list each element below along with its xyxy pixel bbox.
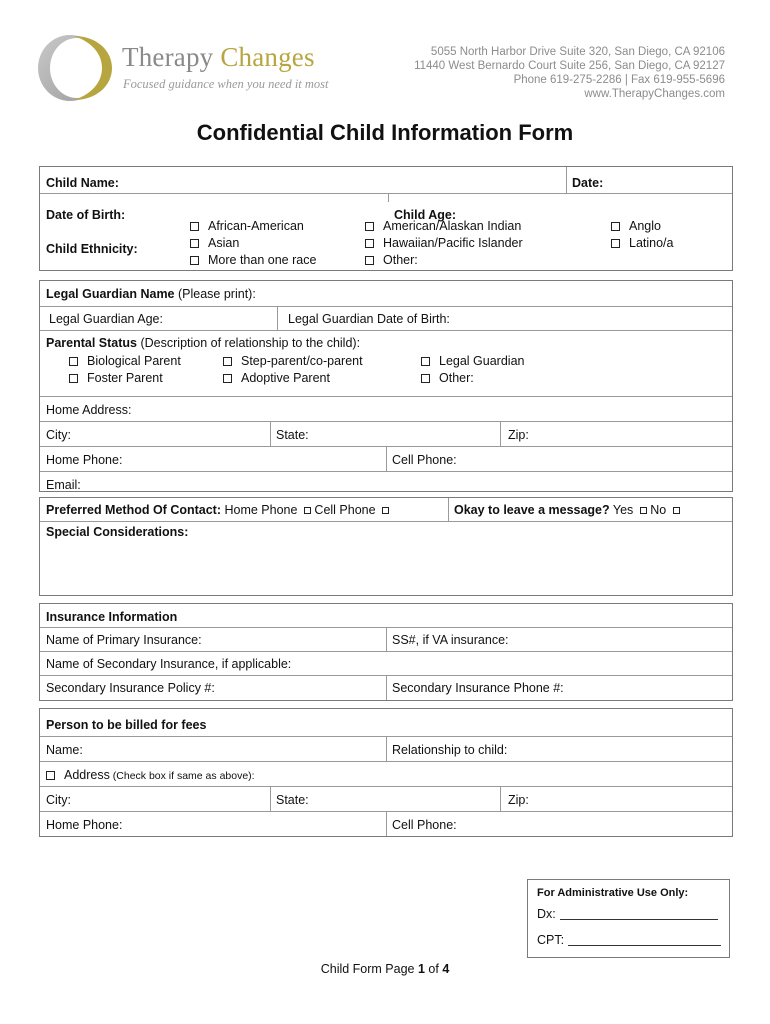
billing-zip-field[interactable]: Zip: <box>508 793 529 807</box>
checkbox-icon[interactable] <box>365 239 374 248</box>
billing-city-row <box>40 787 732 812</box>
checkbox-icon[interactable] <box>611 222 620 231</box>
ethnicity-option[interactable]: More than one race <box>190 253 316 267</box>
address-line: 5055 North Harbor Drive Suite 320, San Diego, CA 92106 <box>430 46 725 58</box>
zip-field[interactable]: Zip: <box>508 428 529 442</box>
parental-option[interactable]: Foster Parent <box>69 371 163 385</box>
cpt-field[interactable]: CPT: <box>537 933 720 947</box>
secondary-policy-row <box>40 676 732 700</box>
insurance-title-row <box>40 604 732 628</box>
special-considerations-area[interactable] <box>40 522 732 595</box>
website-line[interactable]: www.TherapyChanges.com <box>584 88 725 100</box>
checkbox-icon[interactable] <box>223 374 232 383</box>
guardian-dob-field[interactable]: Legal Guardian Date of Birth: <box>288 312 450 326</box>
clinic-address-block <box>414 45 725 101</box>
billing-cell-phone-field[interactable]: Cell Phone: <box>392 818 457 832</box>
checkbox-icon[interactable] <box>69 357 78 366</box>
child-age-field[interactable]: Child Age: <box>394 208 457 222</box>
child-ethnicity-label: Child Ethnicity: <box>46 242 138 256</box>
billing-name-field[interactable]: Name: <box>46 743 83 757</box>
guardian-age-row <box>40 307 732 331</box>
dx-field[interactable]: Dx: <box>537 907 720 921</box>
phone-fax-line: Phone 619-275-2286 | Fax 619-955-5696 <box>513 74 725 86</box>
billing-title-row <box>40 709 732 737</box>
parental-status-row <box>40 331 732 397</box>
email-row <box>40 472 732 491</box>
billing-section <box>39 708 733 837</box>
checkbox-icon[interactable] <box>673 507 680 514</box>
billing-address-field[interactable]: Address (Check box if same as above): <box>40 762 261 786</box>
secondary-insurance-field[interactable]: Name of Secondary Insurance, if applicable: <box>46 657 292 671</box>
secondary-phone-field[interactable]: Secondary Insurance Phone #: <box>392 681 564 695</box>
page-footer: Child Form Page 1 of 4 <box>320 962 450 976</box>
ethnicity-option[interactable]: Hawaiian/Pacific Islander <box>365 236 523 250</box>
child-name-field[interactable]: Child Name: <box>46 176 119 190</box>
child-name-row <box>40 167 732 194</box>
checkbox-icon[interactable] <box>421 357 430 366</box>
date-of-birth-field[interactable]: Date of Birth: <box>46 208 126 222</box>
city-field[interactable]: City: <box>46 428 71 442</box>
billing-home-phone-field[interactable]: Home Phone: <box>46 818 123 832</box>
checkbox-icon[interactable] <box>640 507 647 514</box>
date-field[interactable]: Date: <box>572 176 604 190</box>
parental-status-label: Parental Status (Description of relationship to the child): <box>46 336 361 350</box>
preferred-contact-row <box>40 498 732 522</box>
parental-option[interactable]: Other: <box>421 371 474 385</box>
checkbox-icon[interactable] <box>421 374 430 383</box>
special-considerations-label: Special Considerations: <box>46 525 189 539</box>
checkbox-icon[interactable] <box>365 222 374 231</box>
checkbox-icon[interactable] <box>365 256 374 265</box>
ethnicity-option[interactable]: Other: <box>365 253 418 267</box>
ethnicity-option[interactable]: African-American <box>190 219 304 233</box>
checkbox-icon[interactable] <box>223 357 232 366</box>
checkbox-icon[interactable] <box>69 374 78 383</box>
therapy-changes-logo <box>34 32 334 104</box>
home-address-field[interactable]: Home Address: <box>46 403 132 417</box>
secondary-insurance-row <box>40 652 732 676</box>
ethnicity-option[interactable]: American/Alaskan Indian <box>365 219 521 233</box>
logo-tagline: Focused guidance when you need it most <box>123 77 329 91</box>
guardian-section <box>39 280 733 492</box>
form-title: Confidential Child Information Form <box>196 120 574 145</box>
crescent-logo-icon <box>34 32 114 104</box>
logo-wordmark: Therapy Changes <box>122 42 315 72</box>
child-info-section <box>39 166 733 271</box>
child-details-area <box>40 194 732 270</box>
city-state-zip-row <box>40 422 732 447</box>
leave-message-field: Okay to leave a message? Yes No <box>448 498 686 521</box>
parental-option[interactable]: Step-parent/co-parent <box>223 354 363 368</box>
ss-va-field[interactable]: SS#, if VA insurance: <box>392 633 509 647</box>
home-address-row <box>40 397 732 422</box>
ethnicity-option[interactable]: Anglo <box>611 219 661 233</box>
ethnicity-option[interactable]: Asian <box>190 236 239 250</box>
checkbox-icon[interactable] <box>611 239 620 248</box>
billing-city-field[interactable]: City: <box>46 793 71 807</box>
parental-option[interactable]: Adoptive Parent <box>223 371 330 385</box>
checkbox-icon[interactable] <box>46 771 55 780</box>
email-field[interactable]: Email: <box>46 478 81 492</box>
checkbox-icon[interactable] <box>190 256 199 265</box>
admin-use-box <box>527 879 730 958</box>
preferred-contact-field: Preferred Method Of Contact: Home Phone Cell Phone <box>40 498 395 521</box>
insurance-section <box>39 603 733 701</box>
parental-option[interactable]: Biological Parent <box>69 354 181 368</box>
checkbox-icon[interactable] <box>304 507 311 514</box>
billing-state-field[interactable]: State: <box>276 793 309 807</box>
admin-title: For Administrative Use Only: <box>537 887 689 899</box>
guardian-name-field[interactable]: Legal Guardian Name (Please print): <box>46 287 256 301</box>
phone-row <box>40 447 732 472</box>
billing-name-row <box>40 737 732 762</box>
home-phone-field[interactable]: Home Phone: <box>46 453 123 467</box>
billing-phone-row <box>40 812 732 836</box>
ethnicity-option[interactable]: Latino/a <box>611 236 673 250</box>
guardian-age-field[interactable]: Legal Guardian Age: <box>49 312 163 326</box>
address-line: 11440 West Bernardo Court Suite 256, San Diego, CA 92127 <box>414 60 725 72</box>
relationship-field[interactable]: Relationship to child: <box>392 743 508 757</box>
guardian-name-row <box>40 281 732 307</box>
checkbox-icon[interactable] <box>190 239 199 248</box>
cell-phone-field[interactable]: Cell Phone: <box>392 453 457 467</box>
billing-title: Person to be billed for fees <box>46 718 207 732</box>
contact-section <box>39 497 733 596</box>
insurance-title: Insurance Information <box>46 610 178 624</box>
billing-address-row <box>40 762 732 787</box>
state-field[interactable]: State: <box>276 428 309 442</box>
checkbox-icon[interactable] <box>382 507 389 514</box>
parental-option[interactable]: Legal Guardian <box>421 354 524 368</box>
secondary-policy-field[interactable]: Secondary Insurance Policy #: <box>46 681 215 695</box>
checkbox-icon[interactable] <box>190 222 199 231</box>
primary-insurance-field[interactable]: Name of Primary Insurance: <box>46 633 202 647</box>
primary-insurance-row <box>40 628 732 652</box>
